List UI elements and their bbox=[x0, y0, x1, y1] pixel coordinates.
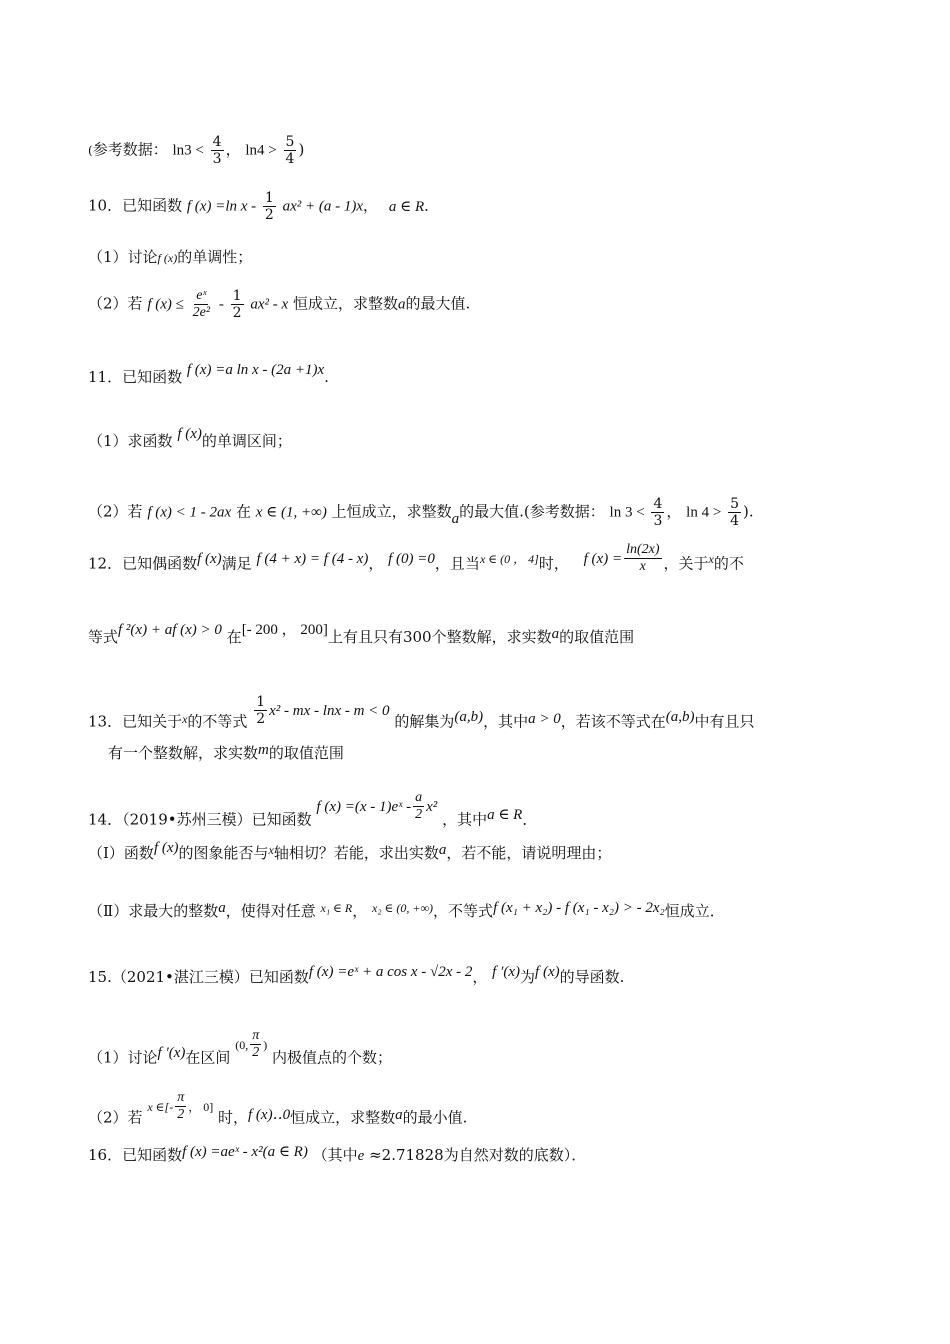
text: ，使得对任意 bbox=[225, 902, 316, 920]
text: ，不等式 bbox=[433, 902, 494, 920]
end-paren: ). bbox=[743, 502, 754, 521]
fraction-half: $\frac{1}{2}$ bbox=[256, 694, 266, 728]
minus-sign: - bbox=[218, 296, 224, 313]
euler-e: e bbox=[357, 1148, 365, 1164]
text: ，若该不等式在 bbox=[560, 712, 666, 731]
close-paren: ) bbox=[298, 140, 305, 159]
fraction-pi-2: $\frac{\pi}{2}$ bbox=[177, 1090, 185, 1123]
comma: ， bbox=[363, 196, 379, 215]
variable-x: x bbox=[708, 551, 714, 566]
text: 中有且只 bbox=[694, 712, 755, 731]
problem-11-number: 11．已知函数 bbox=[88, 368, 183, 386]
domain: x ∈ (1, +∞) bbox=[255, 504, 327, 521]
text: 的不 bbox=[713, 554, 744, 573]
problem-12-line-2 bbox=[88, 622, 635, 647]
interval-close: ) bbox=[263, 1037, 268, 1052]
problem-14-number: 14．（2019•苏州三模）已知函数 bbox=[88, 810, 312, 829]
variable-a: a bbox=[218, 900, 226, 916]
variable-x: x bbox=[268, 843, 274, 857]
ln4-expr: ln 4 > bbox=[686, 504, 722, 521]
x2-domain: x₂ ∈ (0, +∞) bbox=[372, 901, 434, 915]
function-rest: x² bbox=[426, 798, 438, 815]
fraction-5-4: $\frac{5}{4}$ bbox=[730, 496, 740, 530]
inequality: x² - mx - lnx - m < 0 bbox=[269, 702, 390, 719]
open-paren: ( bbox=[88, 143, 93, 158]
fraction-4-3: $\frac{4}{3}$ bbox=[212, 134, 222, 168]
problem-13-line-2 bbox=[108, 744, 344, 763]
a-positive: a > 0 bbox=[528, 710, 561, 727]
function-definition: f (x) =aeˣ - x²(a ∈ R) bbox=[182, 1144, 308, 1160]
domain-start: x ∈[- bbox=[147, 1099, 174, 1114]
domain-end: ， 0] bbox=[188, 1099, 214, 1114]
problem-10-part-2 bbox=[88, 288, 470, 321]
derivative: f ′(x) bbox=[157, 1044, 186, 1061]
part-text: 的最大值.(参考数据： bbox=[459, 502, 605, 521]
separator: ， bbox=[666, 502, 682, 521]
problem-13-number: 13．已知关于 bbox=[88, 712, 183, 731]
part-label: （Ⅰ）函数 bbox=[88, 844, 154, 862]
period: . bbox=[324, 368, 329, 386]
text: ，其中 bbox=[442, 810, 488, 829]
part-text: 恒成立，求整数 bbox=[292, 294, 398, 313]
variable-a: a bbox=[451, 510, 460, 527]
variable-m: m bbox=[258, 742, 269, 758]
fraction-half: $\frac{1}{2}$ bbox=[232, 288, 242, 322]
inequality: f (x) < 1 - 2ax bbox=[147, 504, 232, 521]
function-lhs: f (x) =(x - 1)eˣ - bbox=[316, 798, 412, 815]
f-zero: f (0) =0 bbox=[388, 550, 435, 567]
part-label: （2）若 bbox=[88, 1108, 143, 1127]
fraction-a-2: $\frac{a}{2}$ bbox=[415, 790, 423, 823]
parameter-domain: a ∈ R bbox=[388, 198, 425, 215]
domain: x ∈ (0 ， 4] bbox=[479, 551, 539, 566]
problem-15-part-2 bbox=[88, 1090, 468, 1135]
variable-a: a bbox=[395, 1106, 403, 1123]
f-lhs: f (x) = bbox=[583, 550, 623, 567]
problem-10-statement bbox=[88, 190, 439, 223]
text: 为 bbox=[520, 968, 536, 986]
problem-10-number: 10．已知函数 bbox=[88, 196, 183, 215]
comma: ， bbox=[352, 902, 368, 920]
problem-14-part-2 bbox=[88, 902, 725, 921]
fraction-ln: $\frac{\ln(2x)}{x}$ bbox=[626, 542, 660, 575]
x1-domain: x₁ ∈ R bbox=[320, 901, 353, 915]
text: ，若不能，请说明理由； bbox=[446, 844, 612, 862]
inequality: f ²(x) + af (x) > 0 bbox=[118, 622, 222, 638]
text: 的取值范围 bbox=[559, 628, 635, 646]
comma: ， bbox=[368, 554, 384, 573]
problem-12-number: 12．已知偶函数 bbox=[88, 554, 198, 573]
text: 恒成立，求整数 bbox=[290, 1108, 396, 1127]
part-text: 在 bbox=[235, 502, 251, 521]
text: （其中 bbox=[312, 1146, 358, 1164]
text: 的导函数. bbox=[559, 968, 625, 986]
symmetry-equation: f (4 + x) = f (4 - x) bbox=[256, 550, 369, 567]
part-text: 的单调性； bbox=[177, 248, 253, 266]
part-text: 的单调区间； bbox=[201, 432, 292, 450]
period: ． bbox=[424, 196, 440, 215]
interval: [- 200 ， 200] bbox=[241, 622, 328, 638]
text: 上有且只有300个整数解，求实数 bbox=[327, 628, 552, 646]
problem-16-statement bbox=[88, 1146, 586, 1165]
function-f: f (x) bbox=[157, 251, 178, 265]
text: ，且当 bbox=[434, 554, 480, 573]
inequality: f (x)‥0 bbox=[248, 1106, 291, 1123]
text: 在区间 bbox=[185, 1048, 231, 1067]
variable-a: a bbox=[397, 296, 406, 313]
text: 等式 bbox=[88, 628, 119, 646]
derivative: f ′(x) bbox=[492, 964, 521, 980]
text: 有一个整数解，求实数 bbox=[108, 744, 259, 762]
interval-open: (0, bbox=[235, 1037, 249, 1052]
problem-12-statement bbox=[88, 542, 744, 581]
fraction-5-4: $\frac{5}{4}$ bbox=[285, 134, 295, 168]
problem-14-part-1 bbox=[88, 840, 612, 863]
text: ≈2.71828为自然对数的底数）． bbox=[369, 1146, 587, 1164]
text: 满足 bbox=[221, 554, 252, 573]
text: 轴相切？若能，求出实数 bbox=[273, 844, 439, 862]
problem-15-number: 15.（2021•湛江三模）已知函数 bbox=[88, 968, 309, 986]
problem-11-part-2 bbox=[88, 496, 754, 529]
function-f: f (x) bbox=[153, 840, 179, 856]
fraction-pi-2: $\frac{\pi}{2}$ bbox=[252, 1028, 260, 1061]
function-lhs: f (x) =ln x - bbox=[186, 198, 257, 215]
variable-x: x bbox=[182, 711, 188, 726]
text: 的图象能否与 bbox=[178, 844, 269, 862]
ln3-expr: ln3 < bbox=[172, 142, 204, 159]
text: 时， bbox=[218, 1108, 249, 1127]
inequality: f (x₁ + x₂) - f (x₁ - x₂) > - 2x₂ bbox=[493, 900, 665, 916]
text: ，关于 bbox=[663, 554, 709, 573]
text: 的不等式 bbox=[187, 712, 248, 731]
comma: ， bbox=[472, 968, 488, 986]
text: 内极值点的个数； bbox=[272, 1048, 393, 1067]
inequality-rest: ax² - x bbox=[250, 296, 289, 313]
text: 的取值范围 bbox=[268, 744, 344, 762]
function-f: f (x) bbox=[177, 426, 202, 442]
function-f: f (x) bbox=[535, 964, 560, 980]
part-label: （1）求函数 bbox=[88, 432, 173, 450]
inequality-lhs: f (x) ≤ bbox=[147, 296, 184, 313]
fraction-exp: $\frac{\text{eˣ}}{\text{2e²}}$ bbox=[192, 288, 211, 321]
function-rest: ax² + (a - 1)x bbox=[282, 198, 364, 215]
problem-15-statement bbox=[88, 964, 625, 987]
period: ． bbox=[522, 810, 538, 829]
problem-14-statement bbox=[88, 790, 538, 837]
variable-a: a bbox=[438, 842, 447, 858]
problem-10-part-1 bbox=[88, 248, 252, 266]
ln3-expr: ln 3 < bbox=[609, 504, 645, 521]
text: 恒成立． bbox=[664, 902, 725, 920]
problem-11-part-1 bbox=[88, 426, 292, 451]
interval-ab: (a,b) bbox=[665, 708, 695, 725]
fraction-half: $\frac{1}{2}$ bbox=[264, 190, 274, 224]
text: 的解集为 bbox=[394, 712, 455, 731]
part-label: （1）讨论 bbox=[88, 1048, 158, 1067]
function-f: f (x) bbox=[197, 550, 222, 567]
reference-data-line bbox=[88, 134, 304, 167]
variable-a: a bbox=[551, 626, 560, 642]
part-text: 上恒成立，求整数 bbox=[331, 502, 452, 521]
text: 时， bbox=[538, 554, 569, 573]
text: 在 bbox=[226, 628, 242, 646]
problem-11-statement bbox=[88, 362, 329, 387]
problem-13-statement bbox=[88, 694, 755, 739]
fraction-4-3: $\frac{4}{3}$ bbox=[653, 496, 663, 530]
separator: ， bbox=[225, 140, 241, 159]
ref-label: 参考数据： bbox=[92, 140, 168, 159]
part-text-end: 的最大值. bbox=[405, 294, 471, 313]
part-label: （2）若 bbox=[88, 502, 143, 521]
ln4-expr: ln4 > bbox=[245, 142, 277, 159]
problem-16-number: 16．已知函数 bbox=[88, 1146, 183, 1164]
text: ，其中 bbox=[483, 712, 529, 731]
part-label: （Ⅱ）求最大的整数 bbox=[88, 902, 219, 920]
interval-ab: (a,b) bbox=[454, 708, 484, 725]
part-label: （2）若 bbox=[88, 294, 143, 313]
part-label: （1）讨论 bbox=[88, 248, 158, 266]
text: 的最小值. bbox=[402, 1108, 468, 1127]
function-definition: f (x) =a ln x - (2a +1)x bbox=[186, 362, 325, 378]
function-definition: f (x) =eˣ + a cos x - √2x - 2 bbox=[308, 964, 473, 980]
problem-15-part-1 bbox=[88, 1028, 393, 1075]
domain: a ∈ R bbox=[487, 806, 523, 823]
